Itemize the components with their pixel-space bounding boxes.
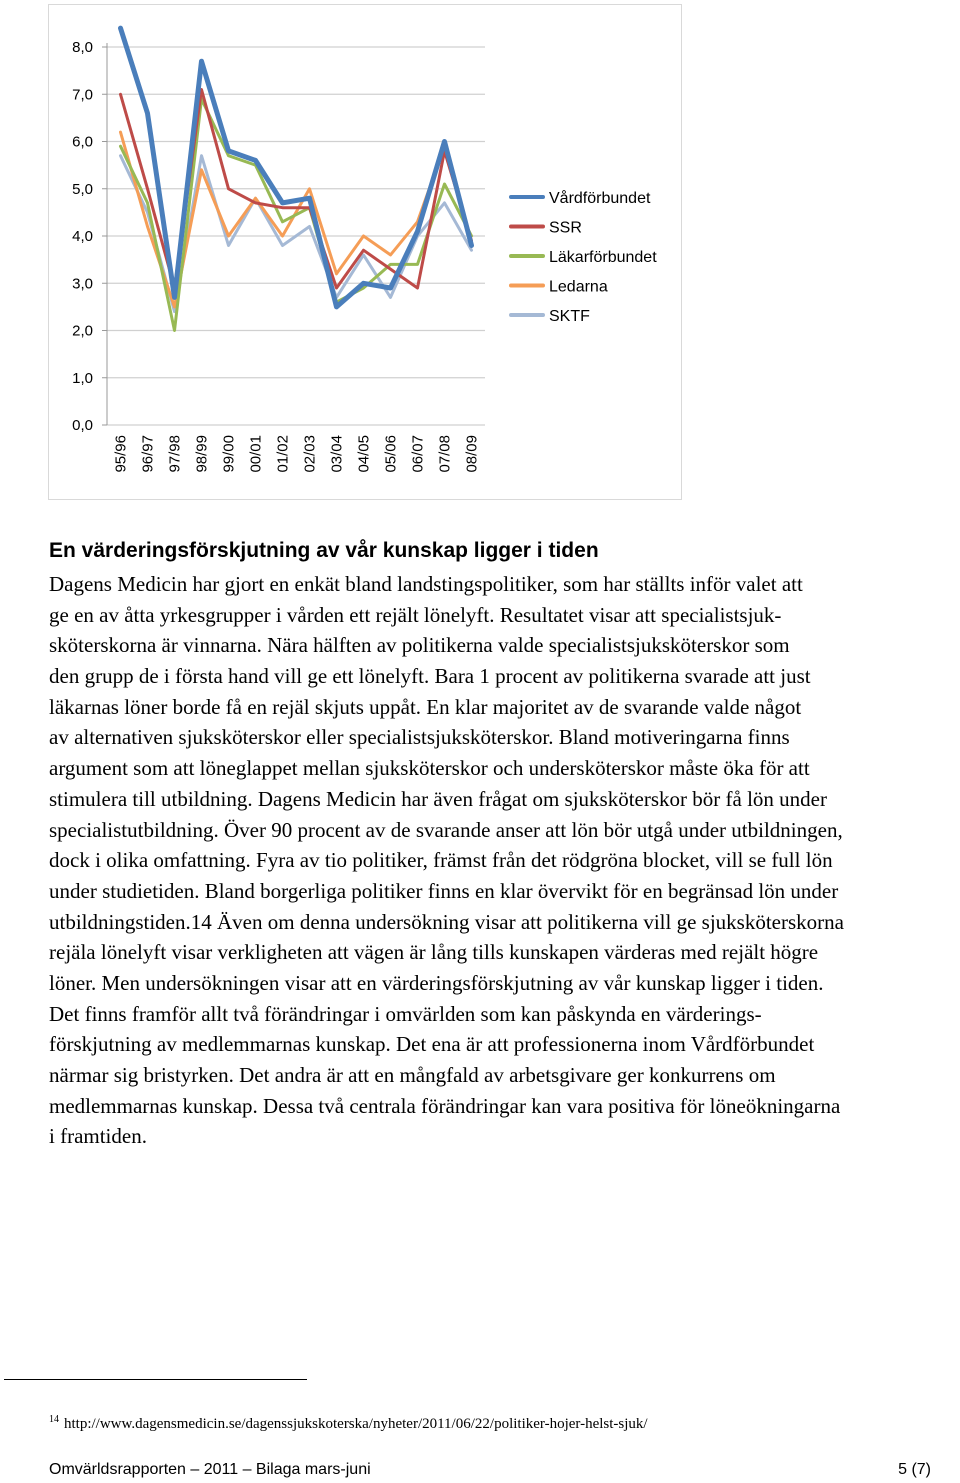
section-heading: En värderingsförskjutning av vår kunskap ligger i tiden — [49, 539, 599, 562]
legend-label: Vårdförbundet — [549, 190, 651, 207]
body-line: rejäla lönelyft visar verkligheten att vägen är lång tills kunskapen värderas med rejält högre — [49, 940, 819, 965]
footnote — [49, 1414, 648, 1433]
body-line: medlemmarnas kunskap. Dessa två centrala förändringar kan vara positiva för löneökningarna — [49, 1093, 841, 1118]
body-line: läkarnas löner borde få en rejäl skjuts uppåt. En klar majoritet av de svarande valde något — [49, 694, 802, 719]
y-tick-label: 0,0 — [72, 417, 93, 434]
body-line: under studietiden. Bland borgerliga politiker finns en klar övervikt för en begränsad lön under — [49, 878, 839, 903]
y-tick-label: 1,0 — [72, 369, 93, 387]
chart-svg — [49, 5, 683, 501]
body-line: Det finns framför allt två förändringar i omvärlden som kan påskynda en värderings- — [49, 1001, 762, 1026]
x-tick-label: 97/98 — [166, 435, 184, 473]
y-tick-label: 5,0 — [72, 180, 93, 198]
footer-page-number: 5 (7) — [898, 1461, 931, 1478]
body-line: dock i olika omfattning. Fyra av tio politiker, främst från det rödgröna blocket, vill se full lön — [49, 848, 833, 873]
body-line: löner. Men undersökningen visar att en värderingsförskjutning av vår kunskap ligger i tiden. — [49, 970, 824, 995]
x-tick-label: 03/04 — [328, 435, 346, 473]
body-line: argument som att löneglappet mellan sjuksköterskor och undersköterskor måste öka för att — [49, 756, 810, 781]
x-tick-label: 08/09 — [463, 435, 481, 473]
series-lines — [121, 28, 472, 330]
footnote-number: 14 — [49, 1414, 59, 1425]
y-tick-label: 2,0 — [72, 322, 93, 340]
legend-label: Ledarna — [549, 278, 608, 296]
x-tick-label: 00/01 — [247, 435, 265, 473]
body-line: ge en av åtta yrkesgrupper i vården ett rejält lönelyft. Resultatet visar att specialistsjuk- — [49, 602, 782, 627]
footer-document-title: Omvärldsrapporten – 2011 – Bilaga mars-juni — [49, 1461, 371, 1478]
x-tick-label: 06/07 — [409, 435, 427, 473]
y-tick-label: 8,0 — [72, 39, 93, 56]
x-tick-label: 98/99 — [193, 435, 211, 473]
line-chart — [48, 4, 682, 500]
legend-label: Läkarförbundet — [549, 249, 657, 266]
series-line-vårdförbundet — [121, 28, 472, 307]
body-line: Dagens Medicin har gjort en enkät bland landstingspolitiker, som har ställts inför valet att — [49, 572, 803, 596]
body-line: sköterskorna är vinnarna. Nära hälften av politikerna valde specialistsjuksköterskor som — [49, 633, 790, 658]
footnote-link[interactable]: http://www.dagensmedicin.se/dagenssjukskoterska/nyheter/2011/06/22/politiker-hojer-helst-sjuk/ — [64, 1416, 648, 1432]
x-tick-label: 04/05 — [355, 435, 373, 473]
article-body — [49, 569, 939, 1152]
x-tick-label: 99/00 — [220, 435, 238, 473]
body-line: den grupp de i första hand vill ge ett lönelyft. Bara 1 procent av politikerna svarade att just — [49, 664, 811, 689]
body-line: förskjutning av medlemmarnas kunskap. Det ena är att professionerna inom Vårdförbundet — [49, 1032, 815, 1057]
y-tick-label: 4,0 — [72, 228, 93, 245]
body-line: utbildningstiden.14 Även om denna undersökning visar att politikerna vill ge sjuksköterskorna — [49, 909, 844, 934]
x-tick-label: 05/06 — [382, 435, 400, 473]
body-line: specialistutbildning. Över 90 procent av de svarande anser att lön bör utgå under utbildningen, — [49, 817, 843, 842]
body-line: stimulera till utbildning. Dagens Medicin har även frågat om sjuksköterskor bör få lön under — [49, 786, 827, 811]
y-tick-label: 7,0 — [72, 86, 93, 104]
body-line: av alternativen sjuksköterskor eller specialistsjuksköterskor. Bland motiveringarna finns — [49, 725, 790, 750]
legend — [511, 189, 657, 325]
x-tick-label: 95/96 — [112, 435, 130, 473]
legend-label: SSR — [549, 219, 582, 237]
x-tick-label: 02/03 — [301, 435, 319, 473]
body-line: närmar sig bristyrken. Det andra är att en mångfald av arbetsgivare ger konkurrens om — [49, 1063, 776, 1087]
x-tick-label: 96/97 — [139, 435, 157, 473]
x-tick-label: 07/08 — [436, 435, 454, 473]
footnote-separator — [4, 1379, 307, 1380]
y-tick-label: 3,0 — [72, 275, 93, 293]
y-tick-label: 6,0 — [72, 133, 93, 151]
x-tick-label: 01/02 — [274, 435, 292, 473]
body-line: i framtiden. — [49, 1124, 147, 1149]
legend-label: SKTF — [549, 308, 590, 325]
